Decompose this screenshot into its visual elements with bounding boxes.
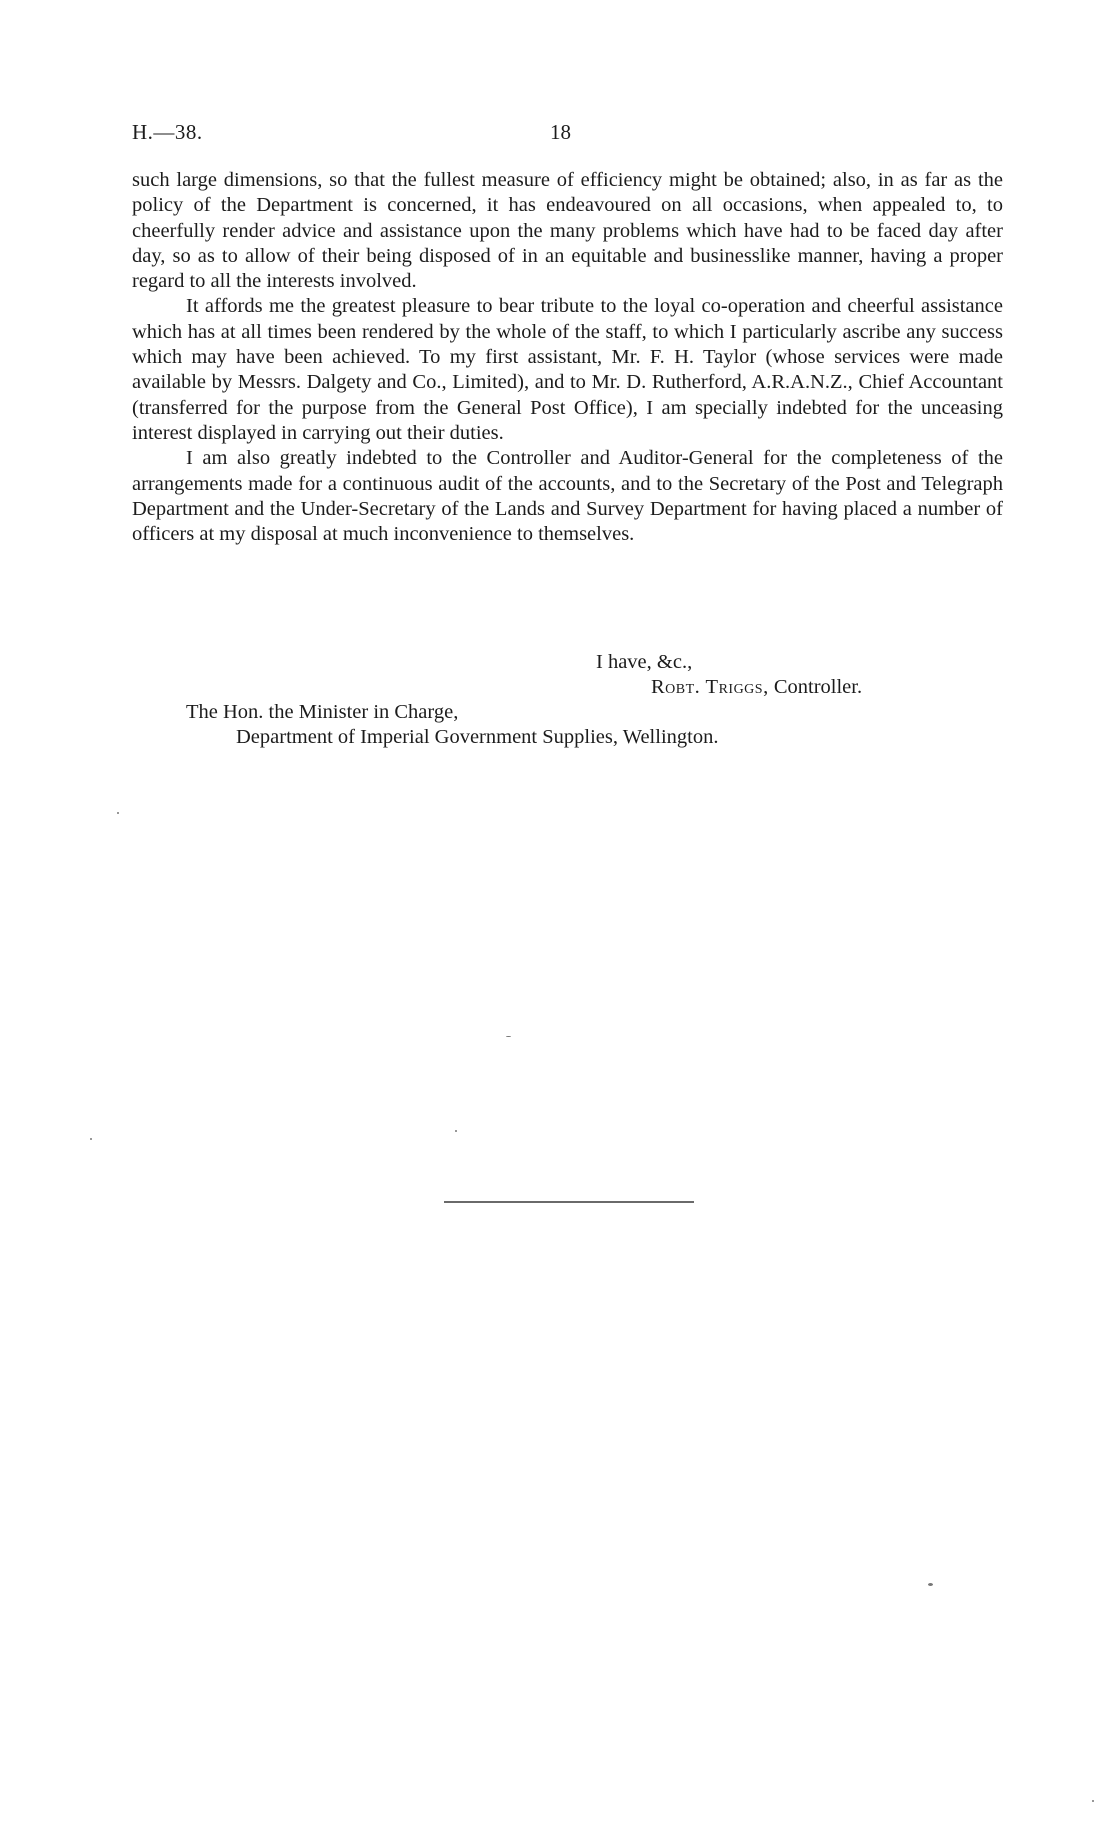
paragraph-continued: such large dimensions, so that the fullest measure of efficiency might be obtained; also, in as far as the policy of the Department is concerned, it has endeavoured on all occasions, when appealed to, to cheerfully render advice and assistance upon the many problems which have had to be faced day after day, so as to allow of their being disposed of in an equitable and businesslike manner, having a proper regard to all the interests involved.	[132, 169, 1003, 293]
signature-line	[651, 675, 862, 700]
signatory-name: Robt. Triggs,	[651, 676, 769, 698]
closing-salutation: I have, &c.,	[596, 651, 693, 673]
scan-speck	[90, 1138, 92, 1140]
scan-speck	[1092, 1800, 1094, 1802]
running-head	[132, 120, 1012, 152]
document-reference: H.—38.	[132, 120, 203, 144]
letter-body	[132, 168, 1003, 547]
scan-speck	[455, 1130, 457, 1132]
addressee-line-2: Department of Imperial Government Supplies, Wellington.	[236, 726, 719, 748]
signatory-title: Controller.	[773, 676, 863, 698]
paragraph-staff-tribute: It affords me the greatest pleasure to bear tribute to the loyal co-operation and cheerful assistance which has at all times been rendered by the whole of the staff, to which I particularly ascribe any success which may have been achieved. To my first assistant, Mr. F. H. Taylor (whose services were made available by Messrs. Dalgety and Co., Limited), and to Mr. D. Rutherford, A.R.A.N.Z., Chief Accountant (transferred for the purpose from the General Post Office), I am specially indebted for the unceasing interest displayed in carrying out their duties.	[132, 295, 1003, 444]
scan-speck	[117, 812, 119, 814]
paragraph-acknowledgements: I am also greatly indebted to the Controller and Auditor-General for the completeness of the arrangements made for a continuous audit of the accounts, and to the Secretary of the Post and Telegraph Department and the Under-Secretary of the Lands and Survey Department for having placed a number of officers at my disposal at much inconvenience to themselves.	[132, 447, 1003, 546]
page-number: 18	[550, 120, 571, 144]
scan-speck	[506, 1036, 511, 1037]
end-rule	[444, 1201, 694, 1203]
scan-speck	[928, 1583, 933, 1586]
addressee-line-1: The Hon. the Minister in Charge,	[186, 701, 459, 723]
